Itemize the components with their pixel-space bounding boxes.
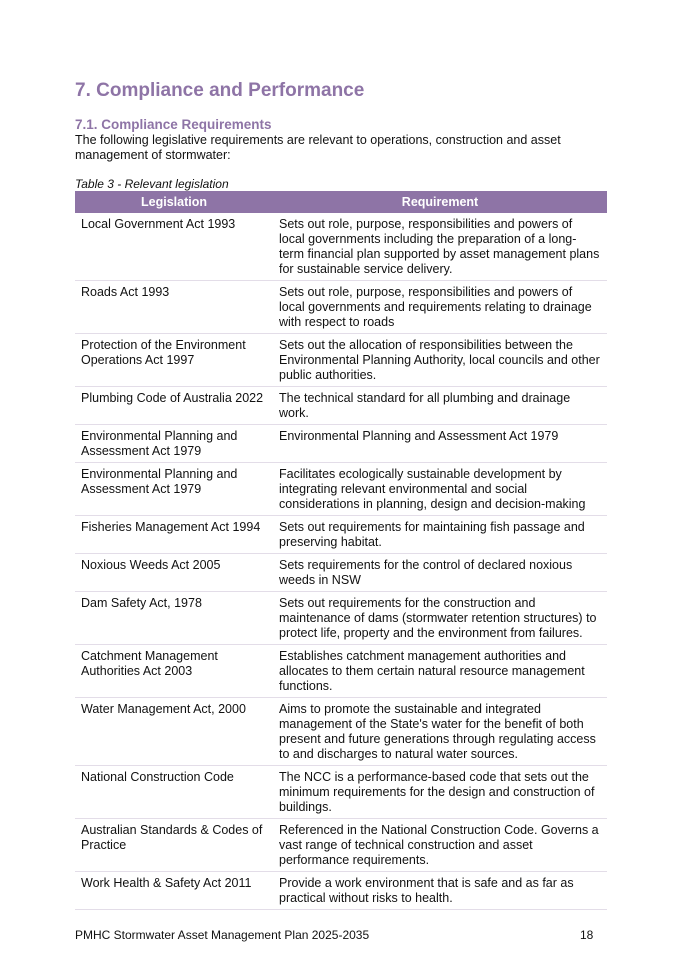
legislation-cell: Dam Safety Act, 1978	[75, 592, 273, 645]
requirement-cell: The NCC is a performance-based code that sets out the minimum requirements for the design and construction of buildings.	[273, 766, 607, 819]
legislation-cell: Environmental Planning and Assessment Act 1979	[75, 463, 273, 516]
legislation-cell: Roads Act 1993	[75, 281, 273, 334]
requirement-cell: Sets out requirements for maintaining fish passage and preserving habitat.	[273, 516, 607, 554]
legislation-cell: Fisheries Management Act 1994	[75, 516, 273, 554]
table-row	[75, 645, 607, 698]
requirement-cell: Sets out the allocation of responsibilities between the Environmental Planning Authority, local councils and other public authorities.	[273, 334, 607, 387]
table-row	[75, 463, 607, 516]
footer-document-title: PMHC Stormwater Asset Management Plan 2025-2035	[75, 928, 370, 942]
table-row	[75, 698, 607, 766]
intro-paragraph: The following legislative requirements are relevant to operations, construction and asset management of stormwater:	[75, 133, 561, 162]
legislation-cell: Work Health & Safety Act 2011	[75, 872, 273, 910]
table-row	[75, 766, 607, 819]
legislation-cell: Catchment Management Authorities Act 2003	[75, 645, 273, 698]
table-row	[75, 281, 607, 334]
page-number: 18	[580, 928, 594, 942]
table-caption: Table 3 - Relevant legislation	[75, 177, 229, 191]
subsection-title: 7.1. Compliance Requirements	[75, 117, 272, 132]
legislation-cell: Australian Standards & Codes of Practice	[75, 819, 273, 872]
legislation-cell: Plumbing Code of Australia 2022	[75, 387, 273, 425]
requirement-cell: Environmental Planning and Assessment Act 1979	[273, 425, 607, 463]
table-row	[75, 819, 607, 872]
legislation-cell: Protection of the Environment Operations Act 1997	[75, 334, 273, 387]
section-title: 7. Compliance and Performance	[75, 80, 365, 101]
requirement-cell: Facilitates ecologically sustainable development by integrating relevant environmental and social considerations in planning, design and decision-making	[273, 463, 607, 516]
table-row	[75, 872, 607, 910]
legislation-cell: Water Management Act, 2000	[75, 698, 273, 766]
requirement-cell: Aims to promote the sustainable and integrated management of the State's water for the benefit of both present and future generations through regulating access to and discharges to natural water sources.	[273, 698, 607, 766]
requirement-cell: Referenced in the National Construction Code. Governs a vast range of technical construction and asset performance requirements.	[273, 819, 607, 872]
table-row	[75, 516, 607, 554]
requirement-cell: Establishes catchment management authorities and allocates to them certain natural resource management functions.	[273, 645, 607, 698]
table-row	[75, 387, 607, 425]
requirement-cell: Sets requirements for the control of declared noxious weeds in NSW	[273, 554, 607, 592]
requirement-cell: Sets out role, purpose, responsibilities and powers of local governments and requirements relating to drainage with respect to roads	[273, 281, 607, 334]
table-header-row	[75, 191, 607, 213]
legislation-table	[75, 191, 607, 910]
legislation-cell: Noxious Weeds Act 2005	[75, 554, 273, 592]
table-row	[75, 334, 607, 387]
table-row	[75, 592, 607, 645]
table-row	[75, 554, 607, 592]
requirement-cell: The technical standard for all plumbing and drainage work.	[273, 387, 607, 425]
legislation-cell: Environmental Planning and Assessment Act 1979	[75, 425, 273, 463]
requirement-cell: Provide a work environment that is safe and as far as practical without risks to health.	[273, 872, 607, 910]
requirement-cell: Sets out requirements for the construction and maintenance of dams (stormwater retention structures) to protect life, property and the environment from failures.	[273, 592, 607, 645]
header-legislation: Legislation	[75, 191, 273, 213]
table-row	[75, 213, 607, 281]
table-row	[75, 425, 607, 463]
header-requirement: Requirement	[273, 191, 607, 213]
legislation-cell: National Construction Code	[75, 766, 273, 819]
legislation-cell: Local Government Act 1993	[75, 213, 273, 281]
requirement-cell: Sets out role, purpose, responsibilities and powers of local governments including the preparation of a long-term financial plan supported by asset management plans for sustainable service delivery.	[273, 213, 607, 281]
